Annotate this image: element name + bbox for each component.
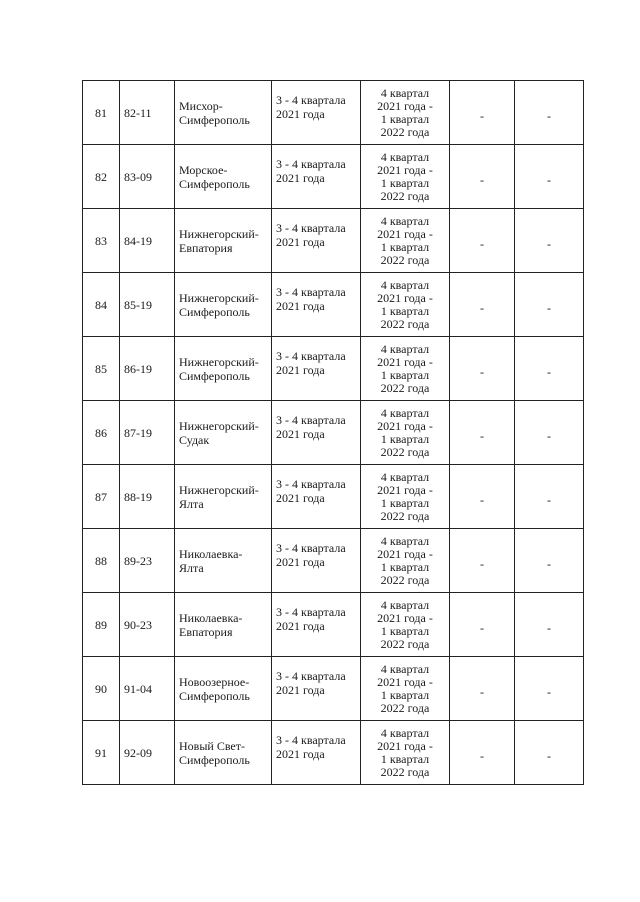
column-7-cell	[450, 273, 515, 337]
column-7-value: -	[480, 300, 484, 315]
column-7-cell	[450, 145, 515, 209]
column-8-value: -	[547, 684, 551, 699]
term-cell	[361, 209, 450, 273]
column-7-value: -	[480, 172, 484, 187]
column-8-value: -	[547, 620, 551, 635]
route-name: Морское- Симферополь	[179, 162, 250, 191]
route-name: Николаевка-Ялта	[179, 546, 243, 575]
route-code-cell	[120, 209, 175, 273]
row-number-cell	[83, 337, 120, 401]
routes-table-body	[83, 81, 584, 785]
term-text: 4 квартал 2021 года - 1 квартал 2022 года	[377, 725, 433, 779]
table-row	[83, 337, 584, 401]
term-cell	[361, 593, 450, 657]
term-cell	[361, 721, 450, 785]
period-text: 3 - 4 квартала 2021 года	[276, 156, 346, 185]
column-7-cell	[450, 81, 515, 145]
period-cell	[272, 465, 361, 529]
term-cell	[361, 145, 450, 209]
route-code-cell	[120, 657, 175, 721]
period-cell	[272, 273, 361, 337]
row-number-cell	[83, 81, 120, 145]
column-7-cell	[450, 721, 515, 785]
column-7-cell	[450, 465, 515, 529]
column-8-cell	[515, 401, 584, 465]
column-7-value: -	[480, 748, 484, 763]
route-name: Новоозерное- Симферополь	[179, 674, 250, 703]
route-name: Мисхор- Симферополь	[179, 98, 250, 127]
route-code: 91-04	[124, 681, 152, 696]
route-code-cell	[120, 529, 175, 593]
term-cell	[361, 529, 450, 593]
period-text: 3 - 4 квартала 2021 года	[276, 412, 346, 441]
period-cell	[272, 145, 361, 209]
column-8-value: -	[547, 236, 551, 251]
route-name: Нижнегорский- Ялта	[179, 482, 259, 511]
column-7-value: -	[480, 556, 484, 571]
period-text: 3 - 4 квартала 2021 года	[276, 668, 346, 697]
term-text: 4 квартал 2021 года - 1 квартал 2022 года	[377, 341, 433, 395]
term-text: 4 квартал 2021 года - 1 квартал 2022 года	[377, 213, 433, 267]
term-cell	[361, 401, 450, 465]
period-cell	[272, 209, 361, 273]
route-code: 92-09	[124, 745, 152, 760]
column-8-value: -	[547, 172, 551, 187]
table-row	[83, 209, 584, 273]
column-7-value: -	[480, 428, 484, 443]
term-text: 4 квартал 2021 года - 1 квартал 2022 года	[377, 277, 433, 331]
table-row	[83, 593, 584, 657]
row-number-cell	[83, 209, 120, 273]
period-text: 3 - 4 квартала 2021 года	[276, 220, 346, 249]
route-code-cell	[120, 81, 175, 145]
period-text: 3 - 4 квартала 2021 года	[276, 348, 346, 377]
route-name: Николаевка- Евпатория	[179, 610, 243, 639]
column-7-value: -	[480, 364, 484, 379]
column-8-value: -	[547, 108, 551, 123]
term-cell	[361, 81, 450, 145]
route-name: Нижнегорский- Судак	[179, 418, 259, 447]
column-7-value: -	[480, 620, 484, 635]
route-code: 88-19	[124, 489, 152, 504]
column-7-value: -	[480, 108, 484, 123]
route-code: 83-09	[124, 169, 152, 184]
column-8-value: -	[547, 364, 551, 379]
column-8-cell	[515, 721, 584, 785]
column-8-cell	[515, 465, 584, 529]
route-name-cell	[175, 145, 272, 209]
column-7-cell	[450, 593, 515, 657]
period-cell	[272, 337, 361, 401]
term-cell	[361, 657, 450, 721]
route-code-cell	[120, 337, 175, 401]
period-cell	[272, 81, 361, 145]
route-name-cell	[175, 721, 272, 785]
term-text: 4 квартал 2021 года - 1 квартал 2022 года	[377, 405, 433, 459]
row-number-cell	[83, 401, 120, 465]
column-8-cell	[515, 81, 584, 145]
table-row	[83, 145, 584, 209]
row-number: 87	[95, 489, 107, 504]
column-7-cell	[450, 529, 515, 593]
route-code: 90-23	[124, 617, 152, 632]
row-number: 84	[95, 297, 107, 312]
column-8-cell	[515, 593, 584, 657]
period-text: 3 - 4 квартала 2021 года	[276, 540, 346, 569]
table-row	[83, 401, 584, 465]
row-number-cell	[83, 657, 120, 721]
row-number: 91	[95, 745, 107, 760]
term-text: 4 квартал 2021 года - 1 квартал 2022 года	[377, 661, 433, 715]
route-name-cell	[175, 337, 272, 401]
route-code-cell	[120, 721, 175, 785]
column-8-cell	[515, 529, 584, 593]
column-7-cell	[450, 657, 515, 721]
column-8-value: -	[547, 556, 551, 571]
row-number-cell	[83, 593, 120, 657]
term-text: 4 квартал 2021 года - 1 квартал 2022 года	[377, 533, 433, 587]
row-number: 89	[95, 617, 107, 632]
route-name-cell	[175, 465, 272, 529]
period-text: 3 - 4 квартала 2021 года	[276, 284, 346, 313]
row-number-cell	[83, 145, 120, 209]
route-code-cell	[120, 273, 175, 337]
route-name-cell	[175, 81, 272, 145]
column-7-cell	[450, 209, 515, 273]
table-row	[83, 657, 584, 721]
term-cell	[361, 273, 450, 337]
row-number: 90	[95, 681, 107, 696]
routes-table	[82, 80, 584, 785]
column-8-cell	[515, 145, 584, 209]
route-name-cell	[175, 401, 272, 465]
column-8-cell	[515, 209, 584, 273]
route-code: 89-23	[124, 553, 152, 568]
row-number: 82	[95, 169, 107, 184]
route-name: Нижнегорский- Евпатория	[179, 226, 259, 255]
term-text: 4 квартал 2021 года - 1 квартал 2022 года	[377, 149, 433, 203]
route-code: 87-19	[124, 425, 152, 440]
term-text: 4 квартал 2021 года - 1 квартал 2022 года	[377, 469, 433, 523]
route-code-cell	[120, 145, 175, 209]
route-code-cell	[120, 401, 175, 465]
column-8-value: -	[547, 428, 551, 443]
route-name: Нижнегорский- Симферополь	[179, 354, 259, 383]
term-text: 4 квартал 2021 года - 1 квартал 2022 года	[377, 597, 433, 651]
route-code-cell	[120, 593, 175, 657]
column-7-cell	[450, 401, 515, 465]
row-number-cell	[83, 273, 120, 337]
route-code: 82-11	[124, 105, 152, 120]
period-text: 3 - 4 квартала 2021 года	[276, 604, 346, 633]
row-number: 83	[95, 233, 107, 248]
column-8-value: -	[547, 748, 551, 763]
row-number: 88	[95, 553, 107, 568]
period-cell	[272, 529, 361, 593]
route-code-cell	[120, 465, 175, 529]
column-8-cell	[515, 273, 584, 337]
table-row	[83, 81, 584, 145]
period-cell	[272, 593, 361, 657]
period-cell	[272, 657, 361, 721]
table-row	[83, 273, 584, 337]
route-code: 86-19	[124, 361, 152, 376]
route-code: 85-19	[124, 297, 152, 312]
table-row	[83, 529, 584, 593]
table-row	[83, 721, 584, 785]
table-row	[83, 465, 584, 529]
column-7-value: -	[480, 492, 484, 507]
row-number: 81	[95, 105, 107, 120]
column-8-value: -	[547, 300, 551, 315]
route-name: Нижнегорский- Симферополь	[179, 290, 259, 319]
route-name-cell	[175, 657, 272, 721]
period-cell	[272, 721, 361, 785]
row-number-cell	[83, 721, 120, 785]
row-number: 86	[95, 425, 107, 440]
period-text: 3 - 4 квартала 2021 года	[276, 92, 346, 121]
column-8-value: -	[547, 492, 551, 507]
term-cell	[361, 465, 450, 529]
route-name-cell	[175, 593, 272, 657]
column-7-cell	[450, 337, 515, 401]
column-8-cell	[515, 657, 584, 721]
term-text: 4 квартал 2021 года - 1 квартал 2022 года	[377, 85, 433, 139]
period-cell	[272, 401, 361, 465]
period-text: 3 - 4 квартала 2021 года	[276, 732, 346, 761]
route-name-cell	[175, 209, 272, 273]
row-number-cell	[83, 529, 120, 593]
route-name-cell	[175, 273, 272, 337]
period-text: 3 - 4 квартала 2021 года	[276, 476, 346, 505]
column-7-value: -	[480, 684, 484, 699]
term-cell	[361, 337, 450, 401]
route-name: Новый Свет- Симферополь	[179, 738, 250, 767]
row-number: 85	[95, 361, 107, 376]
column-7-value: -	[480, 236, 484, 251]
column-8-cell	[515, 337, 584, 401]
route-name-cell	[175, 529, 272, 593]
row-number-cell	[83, 465, 120, 529]
route-code: 84-19	[124, 233, 152, 248]
